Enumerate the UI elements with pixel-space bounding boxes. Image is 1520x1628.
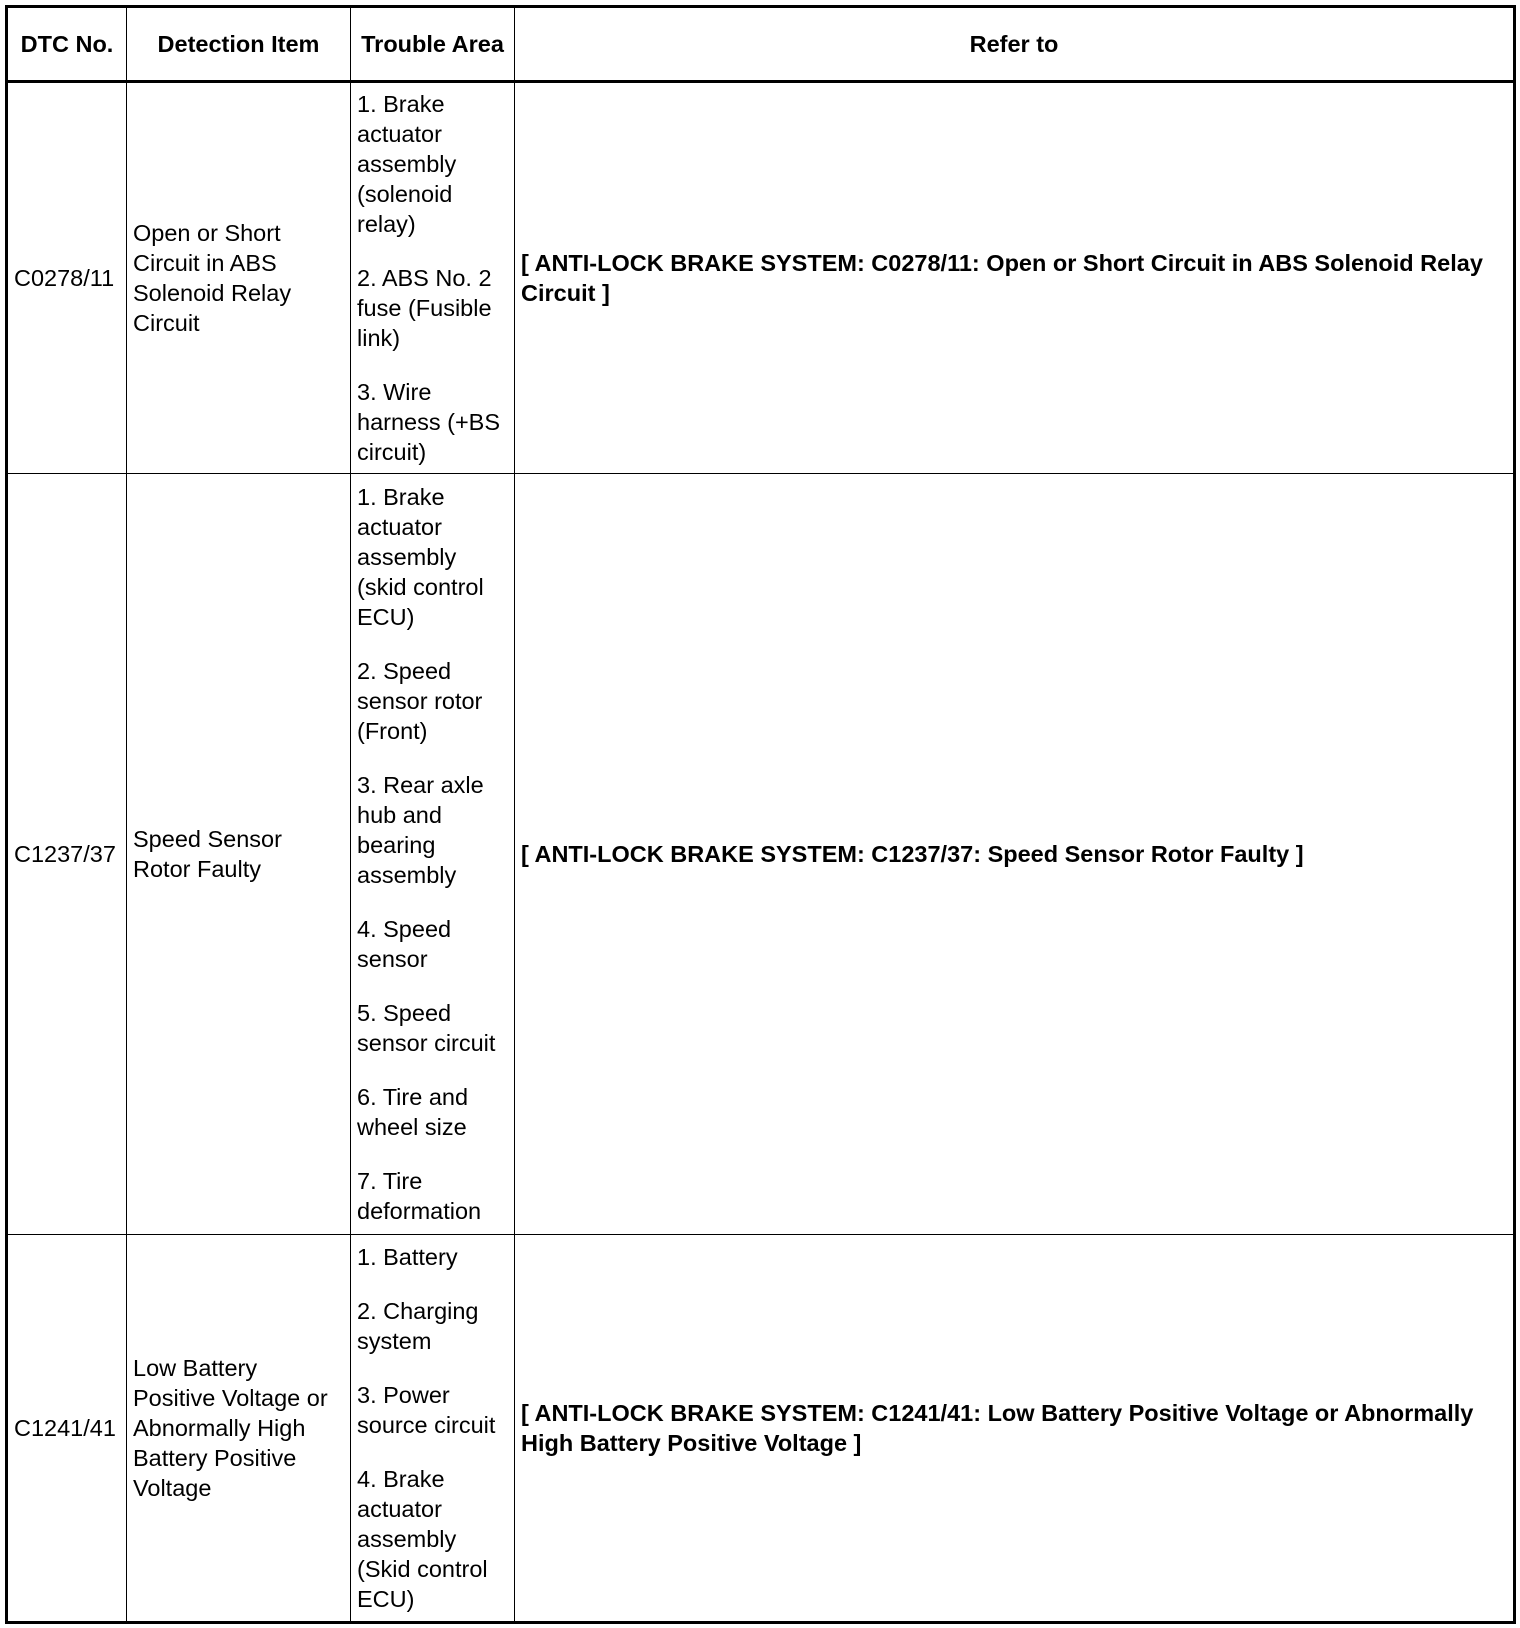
dtc-table [5, 5, 1516, 1624]
trouble-area-item: 4. Speed sensor [357, 916, 452, 972]
trouble-area-item: 3. Power source circuit [357, 1382, 496, 1438]
refer-to-link[interactable]: [ ANTI-LOCK BRAKE SYSTEM: C1237/37: Speed Sensor Rotor Faulty ] [515, 474, 1515, 1235]
refer-to-link[interactable]: [ ANTI-LOCK BRAKE SYSTEM: C0278/11: Open or Short Circuit in ABS Solenoid Relay Circuit ] [515, 82, 1515, 474]
trouble-area-list [351, 1235, 515, 1623]
trouble-area-item: 7. Tire deformation [357, 1168, 482, 1224]
detection-item: Open or Short Circuit in ABS Solenoid Relay Circuit [127, 82, 351, 474]
dtc-code: C1237/37 [7, 474, 127, 1235]
trouble-area-item: 3. Wire harness (+BS circuit) [357, 379, 501, 465]
trouble-area-item: 2. ABS No. 2 fuse (Fusible link) [357, 265, 492, 351]
header-dtc-no: DTC No. [7, 7, 127, 82]
trouble-area-item: 3. Rear axle hub and bearing assembly [357, 772, 484, 888]
header-detection-item: Detection Item [127, 7, 351, 82]
trouble-area-item: 2. Speed sensor rotor (Front) [357, 658, 483, 744]
refer-to-link[interactable]: [ ANTI-LOCK BRAKE SYSTEM: C1241/41: Low Battery Positive Voltage or Abnormally High Battery Positive Voltage ] [515, 1235, 1515, 1623]
header-refer-to: Refer to [515, 7, 1515, 82]
trouble-area-list [351, 82, 515, 474]
table-row [7, 82, 1515, 474]
trouble-area-item: 1. Brake actuator assembly (solenoid relay) [357, 91, 457, 237]
header-trouble-area: Trouble Area [351, 7, 515, 82]
dtc-code: C0278/11 [7, 82, 127, 474]
trouble-area-item: 6. Tire and wheel size [357, 1084, 469, 1140]
detection-item: Low Battery Positive Voltage or Abnormally High Battery Positive Voltage [127, 1235, 351, 1623]
table-row [7, 474, 1515, 1235]
trouble-area-item: 1. Battery [357, 1244, 458, 1270]
trouble-area-item: 2. Charging system [357, 1298, 479, 1354]
detection-item: Speed Sensor Rotor Faulty [127, 474, 351, 1235]
header-row [7, 7, 1515, 82]
dtc-code: C1241/41 [7, 1235, 127, 1623]
table-row [7, 1235, 1515, 1623]
trouble-area-item: 5. Speed sensor circuit [357, 1000, 496, 1056]
trouble-area-item: 1. Brake actuator assembly (skid control ECU) [357, 484, 484, 630]
trouble-area-item: 4. Brake actuator assembly (Skid control ECU) [357, 1466, 488, 1612]
trouble-area-list [351, 474, 515, 1235]
